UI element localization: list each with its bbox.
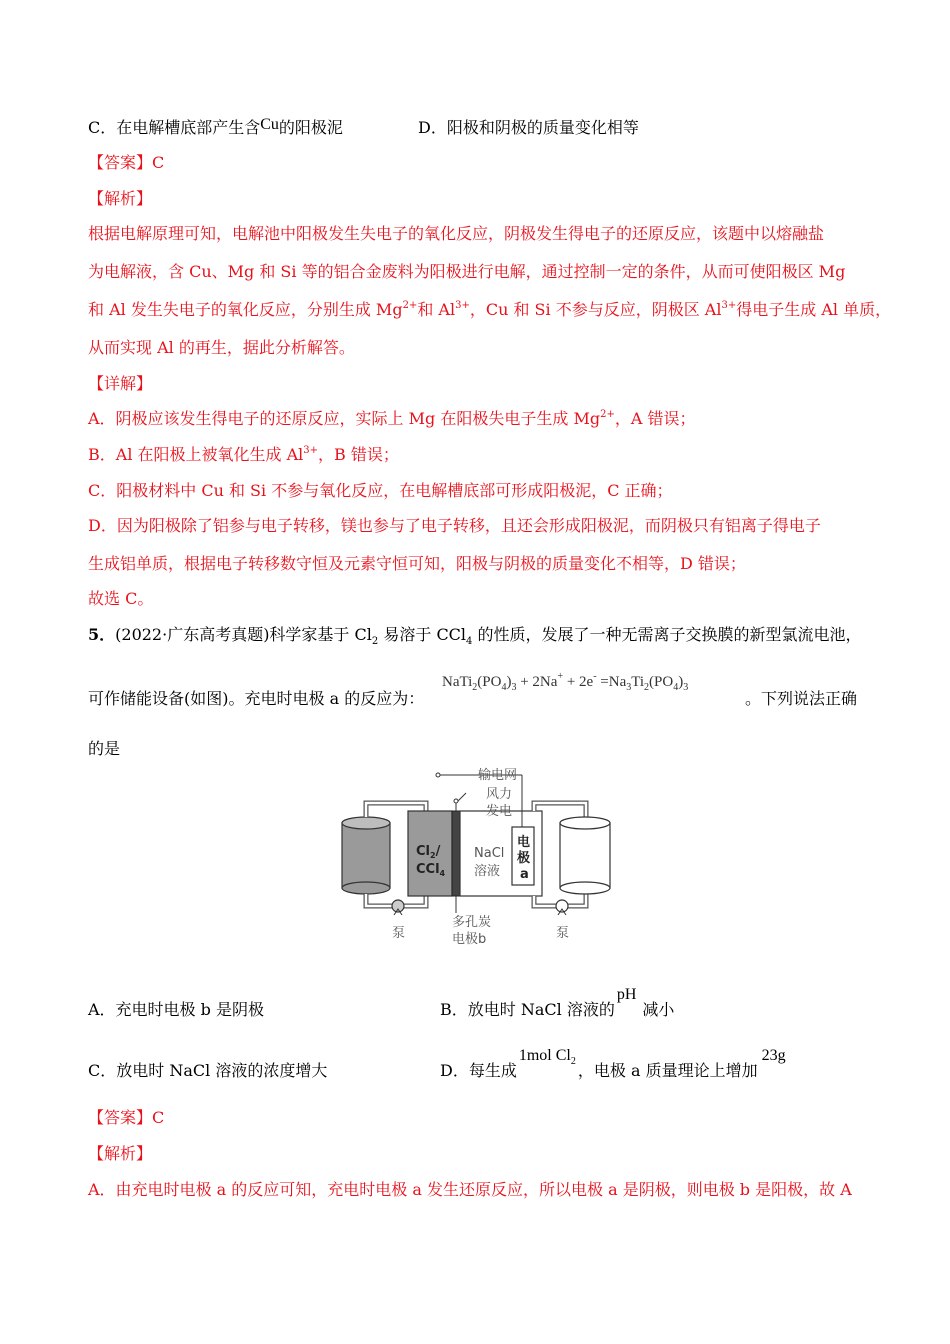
mass-23g: 23g bbox=[761, 1047, 786, 1064]
q5-stem-line-1: 5．(2022·广东高考真题)科学家基于 $Cl_2$ 易溶于 CCl$_4$ 的性质，发展了一种无需离子交换膜的新型氯流电池， bbox=[88, 625, 862, 647]
q4-analysis-heading: 【解析】 bbox=[88, 189, 153, 208]
q5-answer: 【答案】C bbox=[88, 1108, 165, 1127]
q4-detail-heading: 【详解】 bbox=[88, 374, 153, 393]
q4-option-d: D．阳极和阴极的质量变化相等 bbox=[418, 118, 639, 137]
q4-analysis-line-2: 为电解液，含 Cu、Mg 和 Si 等的铝合金废料为阳极进行电解，通过控制一定的条件，从而可使阳极区 Mg bbox=[88, 262, 846, 281]
mol-cl2-symbol: 1mol $Cl_2$ bbox=[518, 1047, 576, 1067]
nacl-label: NaCl bbox=[474, 846, 505, 861]
q5-stem-line-3: 的是 bbox=[88, 739, 121, 758]
q4-detail-d-line-2: 生成铝单质，根据电子转移数守恒及元素守恒可知，阳极与阴极的质量变化不相等，D 错误； bbox=[88, 554, 746, 573]
q4-detail-a: A．阴极应该发生得电子的还原反应，实际上 Mg 在阳极失电子生成 $Mg^{2+}$，A 错误； bbox=[88, 409, 696, 428]
ccl4-label: CCl$_4$ bbox=[416, 862, 446, 878]
wind-label-1: 风力 bbox=[486, 787, 513, 802]
q5-stem-line-2-tail: 。下列说法正确 bbox=[745, 689, 858, 708]
electrode-a-char-3: a bbox=[520, 867, 529, 882]
q5-option-d: D．每生成1mol $Cl_2$ ，电极 a 质量理论上增加23g bbox=[440, 1047, 786, 1080]
right-pump bbox=[556, 900, 568, 912]
q5-option-c: C．放电时 NaCl 溶液的浓度增大 bbox=[88, 1061, 328, 1080]
q4-conclusion: 故选 C。 bbox=[88, 589, 154, 608]
q4-analysis-line-3: 和 Al 发生失电子的氧化反应，分别生成 $Mg^{2+}$和 $Al^{3+}$，Cu 和 Si 不参与反应，阴极区 $Al^{3+}$得电子生成 Al 单质， bbox=[88, 300, 892, 319]
flow-battery-diagram bbox=[336, 763, 636, 948]
charge-reaction-formula: $NaTi_2(PO_4)_3 + 2Na^+ + 2e^- =Na_3Ti_2(PO_4)_3$ bbox=[442, 671, 689, 693]
q4-detail-d-line-1: D．因为阳极除了铝参与电子转移，镁也参与了电子转移，且还会形成阳极泥，而阴极只有铝离子得电子 bbox=[88, 516, 821, 535]
right-storage-tank bbox=[560, 823, 610, 888]
porous-label-2: 电极b bbox=[452, 932, 487, 947]
electrode-a-char-1: 电 bbox=[517, 835, 531, 850]
grid-label: 输电网 bbox=[478, 768, 518, 783]
q5-analysis-heading: 【解析】 bbox=[88, 1144, 153, 1163]
wind-label-2: 发电 bbox=[486, 804, 513, 819]
cu-symbol: Cu bbox=[260, 116, 279, 133]
porous-carbon-electrode-b bbox=[452, 811, 460, 896]
q5-analysis-a: A．由充电时电极 a 的反应可知，充电时电极 a 发生还原反应，所以电极 a 是阴极，则电极 b 是阳极，故 A bbox=[88, 1180, 852, 1199]
q4-analysis-line-4: 从而实现 Al 的再生，据此分析解答。 bbox=[88, 338, 355, 357]
q5-stem-line-2: 可作储能设备(如图)。充电时电极 a 的反应为： bbox=[88, 689, 425, 708]
q4-analysis-line-1: 根据电解原理可知，电解池中阳极发生失电子的氧化反应，阴极发生得电子的还原反应，该题中以熔融盐 bbox=[88, 224, 825, 243]
electrode-a-char-2: 极 bbox=[517, 851, 531, 866]
left-pump bbox=[392, 900, 404, 912]
q5-option-b: B．放电时 NaCl 溶液的pH减小 bbox=[440, 986, 675, 1019]
solution-label: 溶液 bbox=[474, 864, 501, 879]
right-pump-label: 泵 bbox=[556, 926, 570, 941]
ph-symbol: pH bbox=[616, 986, 637, 1003]
q5-option-a: A．充电时电极 b 是阴极 bbox=[88, 1000, 264, 1019]
q4-detail-b: B．Al 在阳极上被氧化生成 $Al^{3+}$，B 错误； bbox=[88, 445, 399, 464]
left-storage-tank bbox=[342, 823, 390, 888]
q4-answer: 【答案】C bbox=[88, 153, 165, 172]
cl2-label: $Cl_2/$ bbox=[416, 844, 441, 860]
porous-label-1: 多孔炭 bbox=[452, 915, 492, 930]
q4-detail-c: C．阳极材料中 Cu 和 Si 不参与氧化反应，在电解槽底部可形成阳极泥，C 正确； bbox=[88, 481, 673, 500]
left-pump-label: 泵 bbox=[392, 926, 406, 941]
q4-option-c: C．在电解槽底部产生含Cu的阳极泥 bbox=[88, 116, 343, 137]
